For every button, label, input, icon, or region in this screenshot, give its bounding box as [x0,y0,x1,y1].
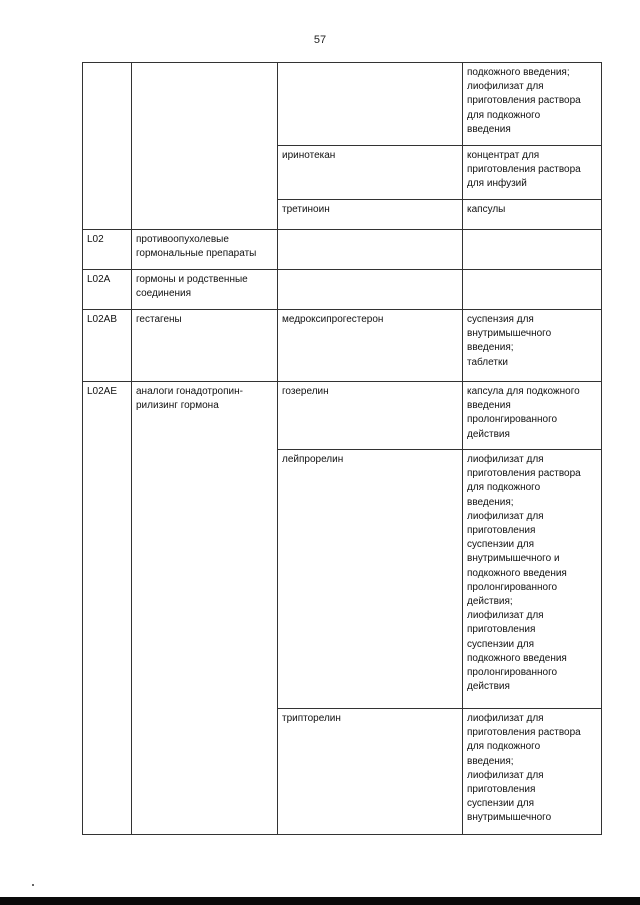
dosage-form-cell: суспензия для внутримышечного введения; таблетки [463,310,602,382]
drug-name-cell: иринотекан [278,146,463,200]
dosage-form-cell: капсула для подкожного введения пролонгированного действия [463,382,602,450]
drug-name-cell [278,63,463,146]
atc-code-cell: L02AE [83,382,132,835]
atc-code-cell [83,63,132,230]
dosage-form-cell: концентрат для приготовления раствора для инфузий [463,146,602,200]
atc-code-cell: L02AB [83,310,132,382]
group-name-cell [132,63,278,230]
drug-name-cell: третиноин [278,200,463,230]
drug-name-cell: трипторелин [278,709,463,835]
drug-name-cell: медроксипрогестерон [278,310,463,382]
scan-speck [32,884,34,886]
dosage-form-cell [463,270,602,310]
scan-edge-bar [0,897,640,905]
table-row [83,63,602,146]
dosage-form-cell: подкожного введения; лиофилизат для приготовления раствора для подкожного введения [463,63,602,146]
drug-name-cell [278,230,463,270]
drug-table [82,62,602,835]
atc-code-cell: L02 [83,230,132,270]
dosage-form-cell [463,230,602,270]
group-name-cell: аналоги гонадотропин- рилизинг гормона [132,382,278,835]
group-name-cell: противоопухолевые гормональные препараты [132,230,278,270]
page-number: 57 [313,34,327,46]
group-name-cell: гормоны и родственные соединения [132,270,278,310]
table-row [83,270,602,310]
drug-name-cell: лейпрорелин [278,450,463,709]
table-row [83,382,602,450]
dosage-form-cell: лиофилизат для приготовления раствора для подкожного введения; лиофилизат для приготовления суспензии для внутримышечного и подкожного введения пролонгированного действия; лиофилизат для приготовления суспензии для подкожного введения пролонгированного действия [463,450,602,709]
dosage-form-cell: лиофилизат для приготовления раствора для подкожного введения; лиофилизат для приготовления суспензии для внутримышечного [463,709,602,835]
group-name-cell: гестагены [132,310,278,382]
dosage-form-cell: капсулы [463,200,602,230]
atc-code-cell: L02A [83,270,132,310]
drug-name-cell: гозерелин [278,382,463,450]
table-row [83,230,602,270]
drug-name-cell [278,270,463,310]
table-row [83,310,602,382]
